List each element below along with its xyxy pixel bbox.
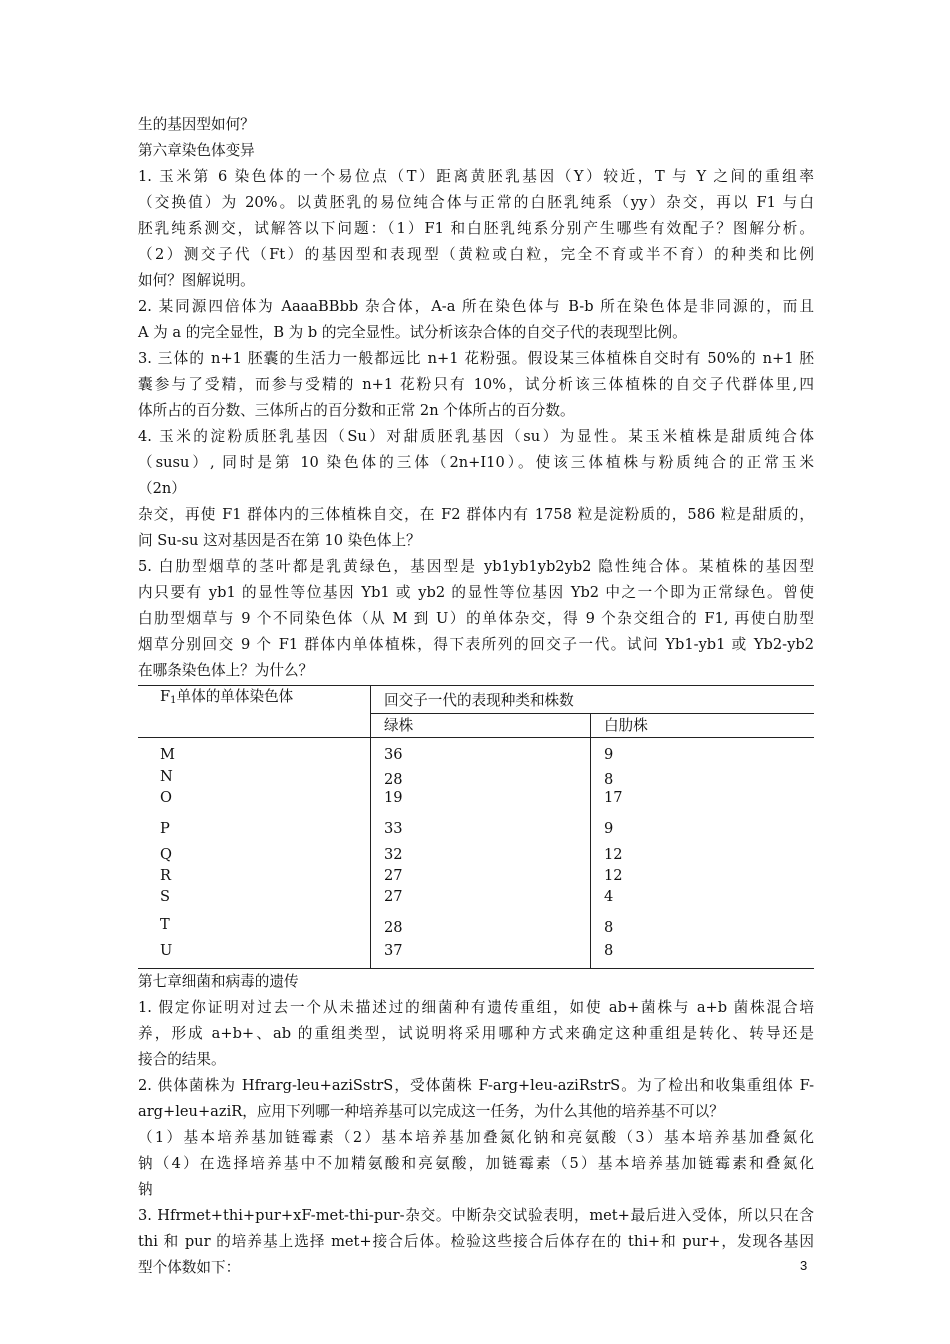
ch6-q2-line: 2. 某同源四倍体为 AaaaBBbb 杂合体，A-a 所在染色体与 B-b 所在染色体是非同源的，而且 [138, 298, 814, 315]
table-row-chrom: Q [160, 846, 172, 863]
ch6-q1-line: （交换值）为 20%。以黄胚乳的易位纯合体与正常的白胚乳纯系（yy）杂交，再以 F1 与白 [138, 194, 814, 211]
ch7-q2-line: （1）基本培养基加链霉素（2）基本培养基加叠氮化钠和亮氨酸（3）基本培养基加叠氮化 [138, 1129, 814, 1146]
table-header-rule [138, 737, 814, 738]
ch6-q1-line: 1. 玉米第 6 染色体的一个易位点（T）距离黄胚乳基因（Y）较近，T 与 Y 之间的重组率 [138, 168, 814, 185]
table-row-green: 19 [384, 789, 403, 806]
ch7-question-3 [138, 1203, 814, 1281]
ch7-question-2 [138, 1073, 814, 1203]
ch6-q5-line: 5. 白肋型烟草的茎叶都是乳黄绿色，基因型是 yb1yb1yb2yb2 隐性纯合体。某植株的基因型 [138, 558, 814, 575]
table-row-green: 28 [384, 771, 403, 788]
table-row-chrom: S [160, 888, 170, 905]
table-row-chrom: N [160, 768, 173, 785]
table-row-white: 12 [604, 846, 623, 863]
table-row-green: 33 [384, 820, 403, 837]
ch6-q5-line: 内只要有 yb1 的显性等位基因 Yb1 或 yb2 的显性等位基因 Yb2 中之一个即为正常绿色。曾使 [138, 584, 814, 601]
table-row-white: 9 [604, 746, 614, 763]
table-row-chrom: P [160, 820, 170, 837]
ch7-q1-line: 1. 假定你证明对过去一个从未描述过的细菌种有遗传重组，如使 ab+菌株与 a+b 菌株混合培 [138, 999, 814, 1016]
ch6-question-2 [138, 294, 814, 346]
page-content [138, 112, 814, 1281]
table-row-green: 36 [384, 746, 403, 763]
chapter6-title: 第六章染色体变异 [138, 142, 255, 159]
table-row-white: 12 [604, 867, 623, 884]
ch6-q4-line: 杂交，再使 F1 群体内的三体植株自交，在 F2 群体内有 1758 粒是淀粉质的，586 粒是甜质的， [138, 506, 814, 523]
ch6-q3-line: 3. 三体的 n+1 胚囊的生活力一般都远比 n+1 花粉强。假设某三体植株自交时有 50%的 n+1 胚 [138, 350, 814, 367]
ch6-q2-line: A 为 a 的完全显性，B 为 b 的完全显性。试分析该杂合体的自交子代的表现型比例。 [138, 324, 687, 341]
table-row-chrom: T [160, 916, 170, 933]
table-row-white: 4 [604, 888, 614, 905]
ch6-q5-line: 在哪条染色体上？为什么？ [138, 662, 314, 679]
table-row-green: 27 [384, 867, 403, 884]
table-row-green: 37 [384, 942, 403, 959]
ch6-q5-line: 烟草分别回交 9 个 F1 群体内单体植株，得下表所列的回交子一代。试问 Yb1-yb1 或 Yb2-yb2 [138, 636, 814, 653]
table-row-green: 27 [384, 888, 403, 905]
table-bottom-rule [138, 968, 814, 969]
ch7-q2-line: 钠（4）在选择培养基中不加精氨酸和亮氨酸，加链霉素（5）基本培养基加链霉素和叠氮化 [138, 1155, 814, 1172]
table-row-green: 28 [384, 919, 403, 936]
table-top-rule [138, 685, 814, 686]
table-row-green: 32 [384, 846, 403, 863]
table-col2-header: 绿株 [384, 717, 414, 734]
ch7-q2-line: 2. 供体菌株为 Hfrarg-leu+aziSstrS，受体菌株 F-arg+leu-aziRstrS。为了检出和收集重组体 F- [138, 1077, 814, 1094]
table-row-chrom: U [160, 942, 173, 959]
table-group-rule [370, 713, 814, 714]
backcross-table [138, 685, 814, 969]
table-row-white: 8 [604, 942, 614, 959]
ch6-q4-line: （susu）, 同时是第 10 染色体的三体（2n+I10）。使该三体植株与粉质纯合的正常玉米 [138, 454, 814, 471]
table-row-white: 9 [604, 820, 614, 837]
page-number: 3 [800, 1258, 808, 1273]
ch6-question-1 [138, 164, 814, 294]
ch7-q1-line: 接合的结果。 [138, 1051, 226, 1068]
ch6-question-5 [138, 554, 814, 684]
table-row-chrom: O [160, 789, 172, 806]
ch7-q3-line: thi 和 pur 的培养基上选择 met+接合后体。检验这些接合后体存在的 thi+和 pur+，发现各基因 [138, 1233, 814, 1250]
table-col-divider-2 [590, 713, 591, 969]
ch7-q3-line: 型个体数如下： [138, 1259, 241, 1276]
ch6-question-4 [138, 424, 814, 554]
table-col1-header: $F_1$单体的单体染色体 [160, 688, 294, 706]
table-row-white: 17 [604, 789, 623, 806]
table-row-chrom: R [160, 867, 171, 884]
ch6-q1-line: 如何？图解说明。 [138, 272, 255, 289]
ch6-q1-line: （2）测交子代（Ft）的基因型和表现型（黄粒或白粒，完全不育或半不育）的种类和比例 [138, 246, 814, 263]
chapter7-title: 第七章细菌和病毒的遗传 [138, 973, 299, 990]
table-row-chrom: M [160, 746, 175, 763]
ch6-q4-line: （2n） [138, 480, 186, 497]
table-row-white: 8 [604, 771, 614, 788]
ch6-q4-line: 问 Su-su 这对基因是否在第 10 染色体上？ [138, 532, 421, 549]
table-col-divider-1 [370, 685, 371, 969]
ch7-q2-line: 钠 [138, 1181, 153, 1198]
table-row-white: 8 [604, 919, 614, 936]
ch6-q3-line: 囊参与了受精，而参与受精的 n+1 花粉只有 10%，试分析该三体植株的自交子代群体里,四 [138, 376, 814, 393]
ch6-q5-line: 白肋型烟草与 9 个不同染色体（从 M 到 U）的单体杂交，得 9 个杂交组合的 F1, 再使白肋型 [138, 610, 814, 627]
ch7-q2-line: arg+leu+aziR，应用下列哪一种培养基可以完成这一任务，为什么其他的培养基不可以？ [138, 1103, 724, 1120]
ch7-question-1 [138, 995, 814, 1073]
intro-line: 生的基因型如何？ [138, 116, 255, 133]
ch6-q4-line: 4. 玉米的淀粉质胚乳基因（Su）对甜质胚乳基因（su）为显性。某玉米植株是甜质纯合体 [138, 428, 814, 445]
table-group-header: 回交子一代的表现种类和株数 [384, 692, 574, 709]
ch7-q1-line: 养，形成 a+b+、ab 的重组类型，试说明将采用哪种方式来确定这种重组是转化、转导还是 [138, 1025, 814, 1042]
ch6-q1-line: 胚乳纯系测交，试解答以下问题：（1）F1 和白胚乳纯系分别产生哪些有效配子？图解分析。 [138, 220, 814, 237]
table-col3-header: 白肋株 [604, 717, 648, 734]
ch6-question-3 [138, 346, 814, 424]
ch6-q3-line: 体所占的百分数、三体所占的百分数和正常 2n 个体所占的百分数。 [138, 402, 575, 419]
ch7-q3-line: 3. Hfrmet+thi+pur+xF-met-thi-pur-杂交。中断杂交试验表明，met+最后进入受体，所以只在含 [138, 1207, 814, 1224]
